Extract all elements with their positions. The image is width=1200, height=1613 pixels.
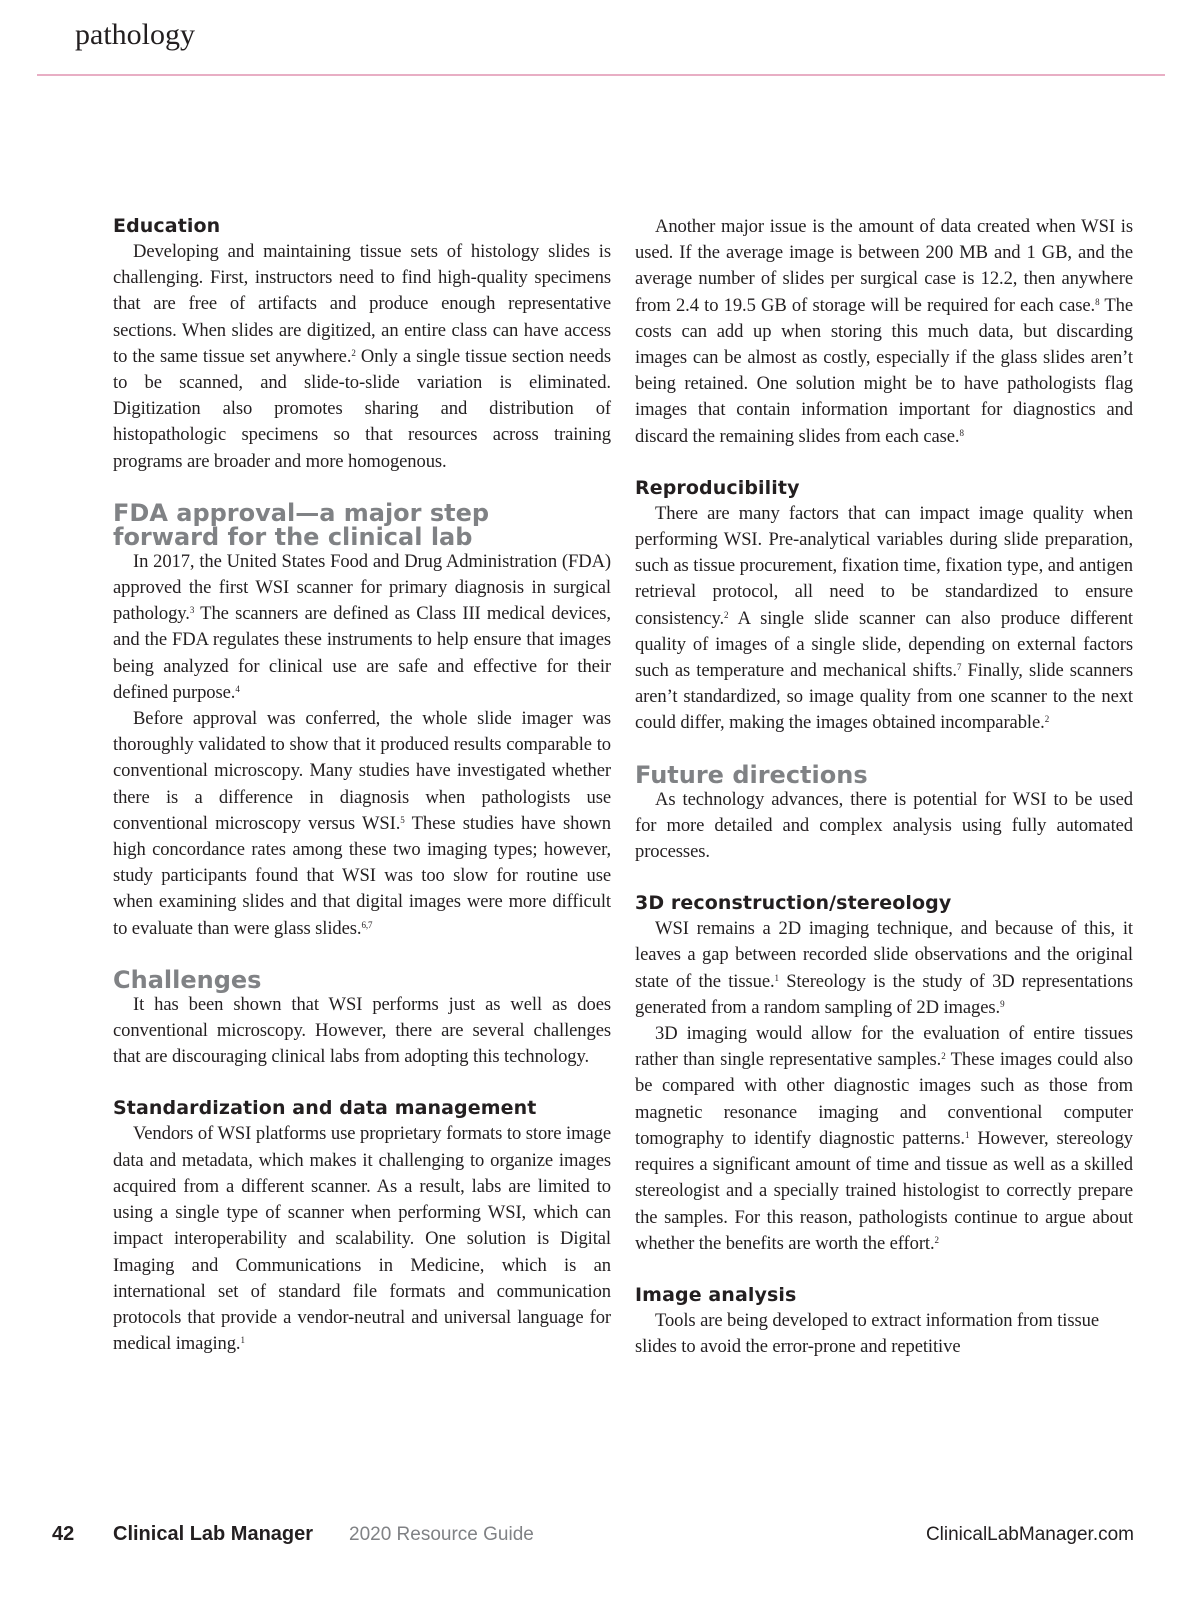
future-directions-heading: Future directions (635, 760, 868, 789)
standardization-paragraph: Vendors of WSI platforms use proprietary formats to store image data and metadata, which makes it challenging to organize images acquired from a different scanner. As a result, labs are limited to using a single type of scanner when performing WSI, which can impact interoperability and scalability. One solution is Digital Imaging and Communications in Medicine, which is an international set of standard file formats and communication protocols that provide a vendor-neutral and universal language for medical imaging.$^1$ (113, 1123, 611, 1355)
header-rule (37, 74, 1165, 76)
education-paragraph: Developing and maintaining tissue sets of histology slides is challenging. First, instructors need to find high-quality specimens that are free of artifacts and produce enough representative sections. When slides are digitized, an entire class can have access to the same tissue set anywhere.$^2$ Only a single tissue section needs to be scanned, and slide-to-slide variation is eliminated. Digitization also promotes sharing and distribution of histopathologic specimens so that resources across training programs are broader and more homogenous. (113, 241, 611, 472)
right-column (635, 214, 1133, 1360)
fda-paragraph-2: Before approval was conferred, the whole slide imager was thoroughly validated to show that it produced results comparable to conventional microscopy. Many studies have investigated whether there is a difference in diagnosis when pathologists use conventional microscopy versus WSI.$^5$ These studies have shown high concordance rates among these two imaging types; however, study participants found that WSI was too slow for routine use when examining slides and that digital images were more difficult to evaluate than were glass slides.$^{6,7}$ (113, 708, 611, 939)
magazine-name: Clinical Lab Manager (113, 1523, 314, 1545)
reproducibility-heading: Reproducibility (635, 476, 800, 499)
left-column (113, 214, 611, 1357)
section-label: pathology (75, 18, 195, 51)
challenges-paragraph: It has been shown that WSI performs just as well as does conventional microscopy. However, there are several challenges that are discouraging clinical labs from adopting this technology. (113, 993, 611, 1068)
website-link[interactable]: ClinicalLabManager.com (925, 1524, 1134, 1545)
fda-paragraph-1: In 2017, the United States Food and Drug Administration (FDA) approved the first WSI scanner for primary diagnosis in surgical pathology.$^3$ The scanners are defined as Class III medical devices, and the FDA regulates these instruments to help ensure that images being analyzed for clinical use are safe and effective for their defined purpose.$^4$ (113, 550, 611, 703)
page-footer (0, 1523, 1200, 1553)
image-analysis-paragraph: Tools are being developed to extract information from tissue slides to avoid the error-prone and repetitive (635, 1309, 1099, 1358)
fda-heading: FDA approval—a major step forward for the clinical lab (113, 498, 490, 551)
stereology-heading: 3D reconstruction/stereology (635, 892, 952, 915)
stereology-paragraph-2: 3D imaging would allow for the evaluation of entire tissues rather than single representative samples.$^2$ These images could also be compared with other diagnostic images such as those from magnetic resonance imaging and conventional computer tomography to identify diagnostic patterns.$^1$ However, stereology requires a significant amount of time and tissue as well as a skilled stereologist and a specially trained histologist to correctly prepare the samples. For this reason, pathologists continue to argue about whether the benefits are worth the effort.$^2$ (635, 1023, 1133, 1254)
image-analysis-heading: Image analysis (635, 1283, 797, 1306)
stereology-paragraph-1: WSI remains a 2D imaging technique, and because of this, it leaves a gap between recorded slide observations and the original state of the tissue.$^1$ Stereology is the study of 3D representations generated from a random sampling of 2D images.$^9$ (635, 918, 1133, 1018)
challenges-heading: Challenges (113, 965, 262, 994)
future-directions-paragraph: As technology advances, there is potential for WSI to be used for more detailed and complex analysis using fully automated processes. (635, 788, 1133, 863)
education-heading: Education (113, 215, 221, 237)
data-volume-paragraph: Another major issue is the amount of data created when WSI is used. If the average image is between 200 MB and 1 GB, and the average number of slides per surgical case is 12.2, then anywhere from 2.4 to 19.5 GB of storage will be required for each case.$^8$ The costs can add up when storing this much data, but discarding images can be almost as costly, especially if the glass slides aren’t being retained. One solution might be to have pathologists flag images that contain information important for diagnostics and discard the remaining slides from each case.$^8$ (635, 216, 1133, 447)
page-number: 42 (52, 1523, 75, 1545)
issue-name: 2020 Resource Guide (349, 1524, 534, 1545)
reproducibility-paragraph: There are many factors that can impact image quality when performing WSI. Pre-analytical variables during slide preparation, such as tissue procurement, fixation time, fixation type, and antigen retrieval protocol, all need to be standardized to ensure consistency.$^2$ A single slide scanner can also produce different quality of images of a single slide, depending on external factors such as temperature and mechanical shifts.$^7$ Finally, slide scanners aren’t standardized, so image quality from one scanner to the next could differ, making the images obtained incomparable.$^2$ (635, 502, 1134, 734)
standardization-heading: Standardization and data management (113, 1097, 537, 1120)
